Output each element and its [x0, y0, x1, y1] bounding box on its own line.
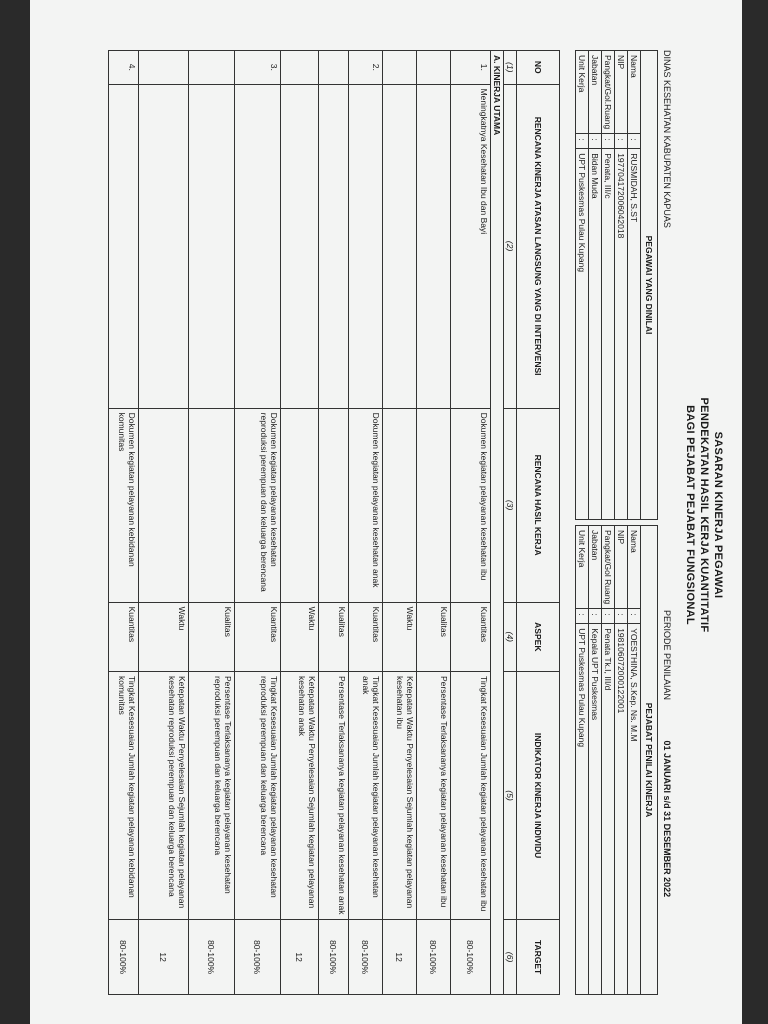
row-hasil [281, 408, 319, 602]
row-target: 12 [139, 920, 189, 995]
row-no [383, 51, 417, 85]
table-row: NIP : 197704172006042018 [615, 51, 628, 520]
row-indikator: Ketepatan Waktu Penyelesaian Sejumlah kegiatan pelayanan kesehatan ibu [383, 672, 417, 920]
row-atasan [417, 84, 451, 408]
col-header-aspek: ASPEK [517, 602, 560, 671]
row-aspek: Waktu [139, 602, 189, 671]
row-no: 1. [451, 51, 491, 85]
row-atasan [281, 84, 319, 408]
row-target: 80-100% [189, 920, 235, 995]
col-header-target: TARGET [517, 920, 560, 995]
table-row [109, 51, 139, 995]
row-hasil: Dokumen kegiatan pelayanan kesehatan ibu [451, 408, 491, 602]
row-hasil [139, 408, 189, 602]
row-target: 80-100% [319, 920, 349, 995]
table-row [349, 51, 383, 995]
table-row [235, 51, 281, 995]
table-row [189, 51, 235, 995]
table-row: Pangkat/Gol.Ruang : Penata, III/c [602, 51, 615, 520]
penilai-table [575, 525, 658, 995]
row-aspek: Kuantitas [349, 602, 383, 671]
table-row [319, 51, 349, 995]
field-label: Jabatan [589, 526, 602, 609]
row-no: 4. [109, 51, 139, 85]
number-row [504, 51, 517, 995]
table-row: Nama : YOESTHINA, S.Kep. Ns. M.M [628, 526, 641, 995]
row-indikator: Persentase Terlaksananya kegiatan pelayanan kesehatan ibu [417, 672, 451, 920]
row-aspek: Waktu [281, 602, 319, 671]
section-row [491, 51, 504, 995]
row-no: 3. [235, 51, 281, 85]
row-aspek: Kuantitas [451, 602, 491, 671]
row-atasan [319, 84, 349, 408]
row-target: 80-100% [349, 920, 383, 995]
organization-name: DINAS KESEHATAN KABUPATEN KAPUAS [662, 50, 672, 228]
document-title: SASARAN KINERJA PEGAWAI [712, 431, 724, 599]
periode-label: PERIODE PENILAIAN [662, 610, 672, 701]
table-row: Pangkat/Gol Ruang : Penata Tk.I, III/d [602, 526, 615, 995]
section-title: A. KINERJA UTAMA [491, 51, 504, 995]
field-label: Pangkat/Gol Ruang [602, 526, 615, 609]
table-row [383, 51, 417, 995]
row-aspek: Waktu [383, 602, 417, 671]
row-atasan [189, 84, 235, 408]
field-value: Kepala UPT Puskesmas [589, 624, 602, 995]
pegawai-table [575, 50, 658, 520]
row-hasil [383, 408, 417, 602]
col-number: (5) [504, 672, 517, 920]
row-atasan [109, 84, 139, 408]
row-target: 80-100% [235, 920, 281, 995]
field-label: Nama [628, 526, 641, 609]
row-hasil [319, 408, 349, 602]
row-no [417, 51, 451, 85]
table-row [281, 51, 319, 995]
row-atasan [235, 84, 281, 408]
row-target: 80-100% [417, 920, 451, 995]
row-indikator: Tingkat Kesesuaian Jumlah kegiatan pelayanan kesehatan ibu [451, 672, 491, 920]
rotated-document [50, 10, 730, 1020]
field-value: UPT Puskesmas Pulau Kupang [576, 149, 589, 520]
field-value: Penata Tk.I, III/d [602, 624, 615, 995]
col-header-indikator: INDIKATOR KINERJA INDIVIDU [517, 672, 560, 920]
row-indikator: Tingkat Kesesuaian Jumlah kegiatan pelayanan kesehatan anak [349, 672, 383, 920]
field-label: NIP [615, 526, 628, 609]
row-indikator: Ketepatan Waktu Penyelesaian Sejumlah kegiatan pelayanan kesehatan anak [281, 672, 319, 920]
header-row [517, 51, 560, 995]
row-hasil [417, 408, 451, 602]
field-value: 197704172006042018 [615, 149, 628, 520]
col-header-no: NO [517, 51, 560, 85]
row-indikator: Persentase Terlaksananya kegiatan pelayanan kesehatan reproduksi perempuan dan keluarga berencana [189, 672, 235, 920]
field-value: Bidan Muda [589, 149, 602, 520]
col-number: (2) [504, 84, 517, 408]
table-row [451, 51, 491, 995]
field-label: Nama [628, 51, 641, 134]
row-no [281, 51, 319, 85]
field-label: Pangkat/Gol.Ruang [602, 51, 615, 134]
table-row [417, 51, 451, 995]
table-row: Nama : RUSMIDAH, S.ST [628, 51, 641, 520]
periode-penilaian [662, 610, 672, 897]
col-number: (6) [504, 920, 517, 995]
row-no: 2. [349, 51, 383, 85]
row-target: 12 [383, 920, 417, 995]
row-target: 80-100% [451, 920, 491, 995]
field-label: Unit Kerja [576, 51, 589, 134]
field-label: NIP [615, 51, 628, 134]
field-value: 198106072000122001 [615, 624, 628, 995]
row-hasil [189, 408, 235, 602]
row-atasan [139, 84, 189, 408]
row-hasil: Dokumen kegiatan pelayanan kebidanan komunitas [109, 408, 139, 602]
col-number: (4) [504, 602, 517, 671]
row-atasan [349, 84, 383, 408]
field-value: Penata, III/c [602, 149, 615, 520]
periode-value: 01 JANUARI s/d 31 DESEMBER 2022 [662, 740, 672, 898]
row-atasan [383, 84, 417, 408]
row-no [189, 51, 235, 85]
document-page [30, 0, 742, 1024]
field-label: Jabatan [589, 51, 602, 134]
table-row: Unit Kerja : UPT Puskesmas Pulau Kupang [576, 51, 589, 520]
col-header-hasil: RENCANA HASIL KERJA [517, 408, 560, 602]
row-aspek: Kualitas [189, 602, 235, 671]
row-no [319, 51, 349, 85]
table-row: Unit Kerja : UPT Puskesmas Pulau Kupang [576, 526, 589, 995]
row-aspek: Kuantitas [109, 602, 139, 671]
pegawai-heading: PEGAWAI YANG DINILAI [641, 51, 658, 520]
row-indikator: Tingkat Kesesuaian Jumlah kegiatan pelayanan kesehatan reproduksi perempuan dan keluarga berencana [235, 672, 281, 920]
field-value: YOESTHINA, S.Kep. Ns. M.M [628, 624, 641, 995]
row-aspek: Kualitas [417, 602, 451, 671]
table-row: Jabatan : Kepala UPT Puskesmas [589, 526, 602, 995]
field-value: RUSMIDAH, S.ST [628, 149, 641, 520]
row-hasil: Dokumen kegiatan pelayanan kesehatan reproduksi perempuan dan keluarga berencana [235, 408, 281, 602]
col-number: (1) [504, 51, 517, 85]
row-aspek: Kuantitas [235, 602, 281, 671]
row-indikator: Tingkat Kesesuaian Jumlah kegiatan pelayanan kebidanan komunitas [109, 672, 139, 920]
table-row: NIP : 198106072000122001 [615, 526, 628, 995]
row-no [139, 51, 189, 85]
col-header-atasan: RENCANA KINERJA ATASAN LANGSUNG YANG DI INTERVENSI [517, 84, 560, 408]
table-row [139, 51, 189, 995]
row-target: 80-100% [109, 920, 139, 995]
document-subtitle-2: BAGI PEJABAT PEJABAT FUNGSIONAL [684, 405, 696, 625]
row-indikator: Persentase Terlaksananya kegiatan pelayanan kesehatan anak [319, 672, 349, 920]
field-value: UPT Puskesmas Pulau Kupang [576, 624, 589, 995]
row-indikator: Ketepatan Waktu Penyelesaian Sejumlah kegiatan pelayanan kesehatan reproduksi perempuan dan keluarga berencana [139, 672, 189, 920]
row-target: 12 [281, 920, 319, 995]
row-aspek: Kualitas [319, 602, 349, 671]
table-body [109, 51, 491, 995]
penilai-heading: PEJABAT PENILAI KINERJA [641, 526, 658, 995]
field-label: Unit Kerja [576, 526, 589, 609]
document-subtitle: PENDEKATAN HASIL KERJA KUANTITATIF [698, 397, 710, 633]
table-row: Jabatan : Bidan Muda [589, 51, 602, 520]
kinerja-table [108, 50, 560, 995]
row-atasan: Meningkatnya Kesehatan Ibu dan Bayi [451, 84, 491, 408]
row-hasil: Dokumen kegiatan pelayanan kesehatan anak [349, 408, 383, 602]
col-number: (3) [504, 408, 517, 602]
